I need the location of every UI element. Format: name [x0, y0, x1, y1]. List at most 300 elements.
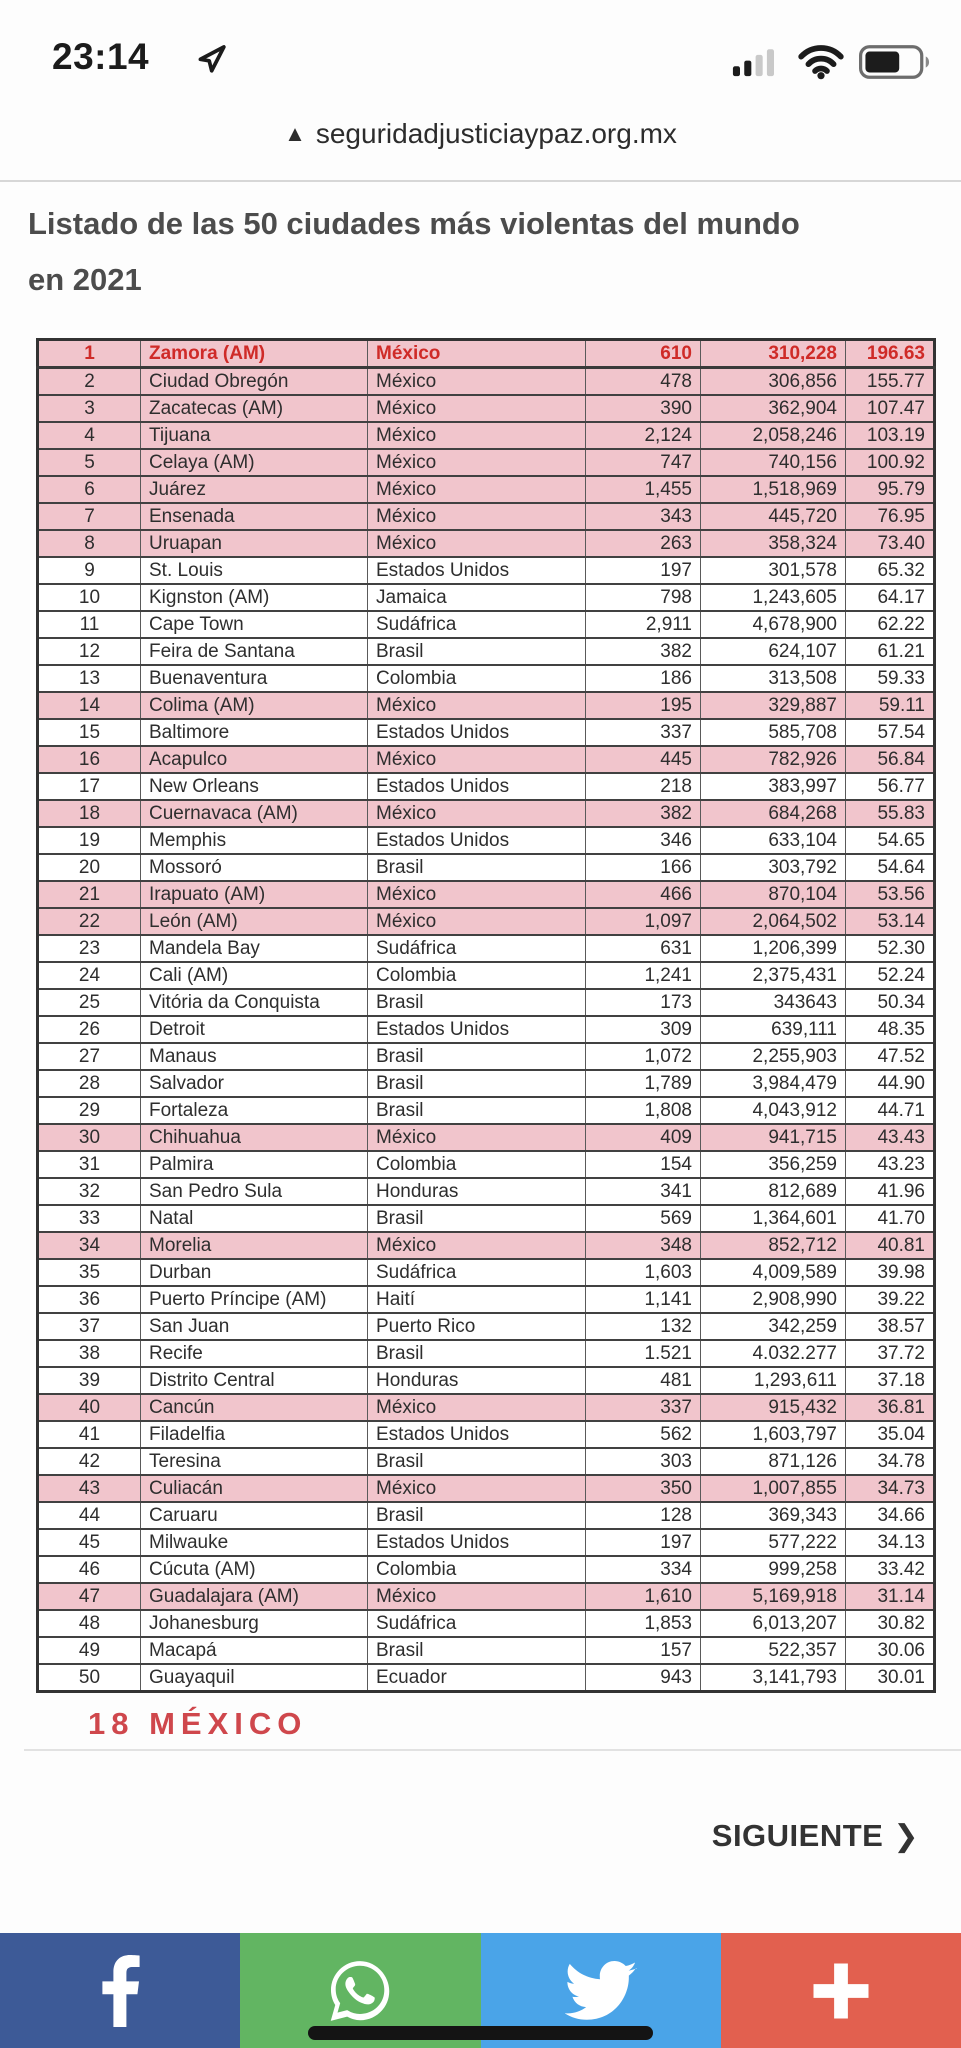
cell-population: 1,364,601: [701, 1205, 846, 1232]
cell-city: Natal: [141, 1205, 368, 1232]
table-row: [38, 1178, 935, 1205]
cell-population: 4,009,589: [701, 1259, 846, 1286]
twitter-icon: [565, 1961, 637, 2021]
cell-population: 362,904: [701, 395, 846, 422]
url-text: seguridadjusticiaypaz.org.mx: [315, 118, 677, 149]
cell-rate: 56.77: [846, 773, 935, 800]
cell-city: Cúcuta (AM): [141, 1556, 368, 1583]
summary-divider: [24, 1749, 961, 1751]
cell-city: Salvador: [141, 1070, 368, 1097]
cell-population: 4,678,900: [701, 611, 846, 638]
cell-rate: 34.78: [846, 1448, 935, 1475]
cell-rate: 65.32: [846, 557, 935, 584]
cell-rank: 43: [38, 1475, 141, 1502]
cell-homicides: 1,853: [586, 1610, 701, 1637]
cell-population: 301,578: [701, 557, 846, 584]
table-row: [38, 1610, 935, 1637]
cell-rank: 12: [38, 638, 141, 665]
cell-population: 313,508: [701, 665, 846, 692]
cell-city: St. Louis: [141, 557, 368, 584]
cell-rank: 42: [38, 1448, 141, 1475]
cell-country: Brasil: [368, 854, 586, 881]
cell-rank: 21: [38, 881, 141, 908]
table-row: [38, 827, 935, 854]
cell-country: Sudáfrica: [368, 1610, 586, 1637]
cell-country: Jamaica: [368, 584, 586, 611]
cell-homicides: 1,455: [586, 476, 701, 503]
cell-rate: 53.56: [846, 881, 935, 908]
cell-city: Irapuato (AM): [141, 881, 368, 908]
cell-city: San Juan: [141, 1313, 368, 1340]
cell-city: Kignston (AM): [141, 584, 368, 611]
cell-country: México: [368, 449, 586, 476]
cell-rank: 50: [38, 1664, 141, 1692]
cell-rank: 23: [38, 935, 141, 962]
cell-country: México: [368, 881, 586, 908]
cell-country: Brasil: [368, 1205, 586, 1232]
cell-rank: 35: [38, 1259, 141, 1286]
location-arrow-icon: [195, 42, 229, 81]
cell-population: 577,222: [701, 1529, 846, 1556]
cell-rank: 4: [38, 422, 141, 449]
cell-homicides: 481: [586, 1367, 701, 1394]
address-bar[interactable]: [0, 118, 961, 150]
cell-country: Sudáfrica: [368, 1259, 586, 1286]
cell-homicides: 341: [586, 1178, 701, 1205]
cell-homicides: 569: [586, 1205, 701, 1232]
cell-rank: 6: [38, 476, 141, 503]
cell-homicides: 263: [586, 530, 701, 557]
table-row: [38, 719, 935, 746]
table-row: [38, 1097, 935, 1124]
cell-homicides: 350: [586, 1475, 701, 1502]
cell-city: Distrito Central: [141, 1367, 368, 1394]
cell-rank: 19: [38, 827, 141, 854]
cell-homicides: 798: [586, 584, 701, 611]
cell-city: Vitória da Conquista: [141, 989, 368, 1016]
cell-population: 1,206,399: [701, 935, 846, 962]
table-row: [38, 1313, 935, 1340]
cell-rank: 37: [38, 1313, 141, 1340]
cell-homicides: 337: [586, 719, 701, 746]
table-row: [38, 638, 935, 665]
cell-country: Brasil: [368, 1070, 586, 1097]
cell-rate: 43.43: [846, 1124, 935, 1151]
table-row: [38, 449, 935, 476]
cell-city: Caruaru: [141, 1502, 368, 1529]
table-row: [38, 503, 935, 530]
cell-city: Juárez: [141, 476, 368, 503]
cell-rank: 49: [38, 1637, 141, 1664]
cell-rate: 35.04: [846, 1421, 935, 1448]
cell-city: Milwauke: [141, 1529, 368, 1556]
cell-country: Colombia: [368, 1556, 586, 1583]
cell-homicides: 409: [586, 1124, 701, 1151]
cell-rank: 15: [38, 719, 141, 746]
table-row: [38, 989, 935, 1016]
cell-city: Buenaventura: [141, 665, 368, 692]
cell-country: Estados Unidos: [368, 719, 586, 746]
mexico-count-label: 18 MÉXICO: [88, 1706, 308, 1741]
cell-homicides: 337: [586, 1394, 701, 1421]
cell-rate: 39.22: [846, 1286, 935, 1313]
cell-homicides: 334: [586, 1556, 701, 1583]
cell-rank: 38: [38, 1340, 141, 1367]
cell-rank: 2: [38, 368, 141, 396]
cell-rank: 32: [38, 1178, 141, 1205]
cell-rate: 44.90: [846, 1070, 935, 1097]
cell-population: 343643: [701, 989, 846, 1016]
cell-population: 356,259: [701, 1151, 846, 1178]
cell-rank: 29: [38, 1097, 141, 1124]
table-row: [38, 584, 935, 611]
cell-rank: 41: [38, 1421, 141, 1448]
cell-homicides: 186: [586, 665, 701, 692]
cell-city: New Orleans: [141, 773, 368, 800]
cell-rate: 34.66: [846, 1502, 935, 1529]
cell-country: México: [368, 800, 586, 827]
table-row: [38, 1259, 935, 1286]
cell-homicides: 943: [586, 1664, 701, 1692]
cell-rate: 44.71: [846, 1097, 935, 1124]
cell-rate: 37.72: [846, 1340, 935, 1367]
cell-rank: 36: [38, 1286, 141, 1313]
table-row: [38, 935, 935, 962]
cell-country: Colombia: [368, 962, 586, 989]
cell-rate: 54.64: [846, 854, 935, 881]
status-bar: [0, 30, 961, 90]
cell-population: 329,887: [701, 692, 846, 719]
cell-rank: 18: [38, 800, 141, 827]
page-title-line1: Listado de las 50 ciudades más violentas del mundo: [28, 206, 800, 241]
cell-population: 1,293,611: [701, 1367, 846, 1394]
table-row: [38, 908, 935, 935]
cell-homicides: 343: [586, 503, 701, 530]
cell-rate: 62.22: [846, 611, 935, 638]
cell-population: 303,792: [701, 854, 846, 881]
cell-country: México: [368, 1583, 586, 1610]
table-row: [38, 773, 935, 800]
cell-population: 342,259: [701, 1313, 846, 1340]
cell-homicides: 1,603: [586, 1259, 701, 1286]
facebook-share-button[interactable]: [0, 1933, 240, 2048]
table-row: [38, 1421, 935, 1448]
cell-rank: 3: [38, 395, 141, 422]
cell-rate: 47.52: [846, 1043, 935, 1070]
cell-homicides: 132: [586, 1313, 701, 1340]
cell-country: Estados Unidos: [368, 827, 586, 854]
cell-homicides: 1,808: [586, 1097, 701, 1124]
cell-rank: 22: [38, 908, 141, 935]
cell-rate: 64.17: [846, 584, 935, 611]
cell-homicides: 346: [586, 827, 701, 854]
cell-country: Brasil: [368, 989, 586, 1016]
cell-rate: 55.83: [846, 800, 935, 827]
cell-city: Macapá: [141, 1637, 368, 1664]
cell-population: 1,243,605: [701, 584, 846, 611]
status-time: 23:14: [52, 36, 150, 77]
cell-city: Ciudad Obregón: [141, 368, 368, 396]
cell-rank: 34: [38, 1232, 141, 1259]
page-title: [28, 196, 938, 308]
cell-rank: 39: [38, 1367, 141, 1394]
cell-country: Puerto Rico: [368, 1313, 586, 1340]
cell-country: México: [368, 908, 586, 935]
cell-population: 4,043,912: [701, 1097, 846, 1124]
table-row: [38, 422, 935, 449]
table-row: [38, 557, 935, 584]
cell-city: Palmira: [141, 1151, 368, 1178]
cell-country: México: [368, 1475, 586, 1502]
cell-population: 1,518,969: [701, 476, 846, 503]
cell-country: Brasil: [368, 638, 586, 665]
table-row: [38, 881, 935, 908]
cell-rank: 33: [38, 1205, 141, 1232]
cell-city: León (AM): [141, 908, 368, 935]
cell-rank: 26: [38, 1016, 141, 1043]
cell-country: México: [368, 422, 586, 449]
cell-rank: 1: [38, 340, 141, 368]
cell-homicides: 562: [586, 1421, 701, 1448]
next-page-link[interactable]: [712, 1818, 919, 1854]
cell-rank: 25: [38, 989, 141, 1016]
cell-city: Puerto Príncipe (AM): [141, 1286, 368, 1313]
table-row: [38, 611, 935, 638]
cell-homicides: 197: [586, 1529, 701, 1556]
cell-rank: 10: [38, 584, 141, 611]
table-row: [38, 1583, 935, 1610]
cell-rate: 59.11: [846, 692, 935, 719]
cell-country: Honduras: [368, 1367, 586, 1394]
cell-homicides: 390: [586, 395, 701, 422]
cell-rate: 57.54: [846, 719, 935, 746]
cell-city: Colima (AM): [141, 692, 368, 719]
cell-rate: 30.82: [846, 1610, 935, 1637]
cell-homicides: 1,141: [586, 1286, 701, 1313]
cell-country: México: [368, 503, 586, 530]
cell-population: 2,058,246: [701, 422, 846, 449]
cell-population: 4.032.277: [701, 1340, 846, 1367]
cell-city: Celaya (AM): [141, 449, 368, 476]
cell-population: 3,984,479: [701, 1070, 846, 1097]
cell-city: Manaus: [141, 1043, 368, 1070]
cell-city: Fortaleza: [141, 1097, 368, 1124]
cell-rate: 52.30: [846, 935, 935, 962]
table-row: [38, 476, 935, 503]
browser-chrome-divider: [0, 180, 961, 182]
cell-city: Feira de Santana: [141, 638, 368, 665]
table-row: [38, 1394, 935, 1421]
cell-rate: 73.40: [846, 530, 935, 557]
cell-country: México: [368, 1394, 586, 1421]
cell-rank: 14: [38, 692, 141, 719]
cell-homicides: 1.521: [586, 1340, 701, 1367]
cell-country: México: [368, 368, 586, 396]
cell-city: Durban: [141, 1259, 368, 1286]
cell-country: Haití: [368, 1286, 586, 1313]
cell-homicides: 1,097: [586, 908, 701, 935]
cell-city: Filadelfia: [141, 1421, 368, 1448]
cell-country: Estados Unidos: [368, 1529, 586, 1556]
cell-rate: 36.81: [846, 1394, 935, 1421]
chevron-right-icon: ❯: [893, 1819, 919, 1853]
cell-country: Brasil: [368, 1097, 586, 1124]
cell-country: Estados Unidos: [368, 1421, 586, 1448]
cellular-signal-icon: [731, 45, 783, 84]
table-row: [38, 1529, 935, 1556]
more-share-button[interactable]: [721, 1933, 961, 2048]
cell-rate: 40.81: [846, 1232, 935, 1259]
cell-population: 782,926: [701, 746, 846, 773]
cell-city: Johanesburg: [141, 1610, 368, 1637]
cell-homicides: 610: [586, 340, 701, 368]
cell-rank: 5: [38, 449, 141, 476]
cell-country: Brasil: [368, 1340, 586, 1367]
cell-country: Sudáfrica: [368, 611, 586, 638]
cell-rank: 28: [38, 1070, 141, 1097]
table-row: [38, 1070, 935, 1097]
table-row: [38, 395, 935, 422]
cell-city: Uruapan: [141, 530, 368, 557]
violent-cities-table: [36, 338, 936, 1693]
cell-city: Cali (AM): [141, 962, 368, 989]
cell-population: 306,856: [701, 368, 846, 396]
table-row: [38, 530, 935, 557]
cell-population: 2,064,502: [701, 908, 846, 935]
table-row: [38, 1043, 935, 1070]
table-row: [38, 962, 935, 989]
cell-rate: 30.06: [846, 1637, 935, 1664]
cell-rank: 45: [38, 1529, 141, 1556]
next-page-label: SIGUIENTE: [711, 1818, 884, 1853]
cell-population: 812,689: [701, 1178, 846, 1205]
table-row: [38, 1637, 935, 1664]
cell-population: 871,126: [701, 1448, 846, 1475]
cell-city: Zacatecas (AM): [141, 395, 368, 422]
cell-country: México: [368, 476, 586, 503]
cell-homicides: 195: [586, 692, 701, 719]
cell-population: 915,432: [701, 1394, 846, 1421]
cell-city: Recife: [141, 1340, 368, 1367]
cell-population: 383,997: [701, 773, 846, 800]
cell-rate: 43.23: [846, 1151, 935, 1178]
cell-city: Baltimore: [141, 719, 368, 746]
table-row: [38, 1124, 935, 1151]
table-row: [38, 1340, 935, 1367]
cell-population: 740,156: [701, 449, 846, 476]
cell-population: 5,169,918: [701, 1583, 846, 1610]
cell-homicides: 478: [586, 368, 701, 396]
ssl-warning-icon: ▲: [284, 121, 306, 146]
cell-population: 445,720: [701, 503, 846, 530]
cell-country: Colombia: [368, 665, 586, 692]
cell-population: 1,603,797: [701, 1421, 846, 1448]
cell-homicides: 218: [586, 773, 701, 800]
table-row: [38, 854, 935, 881]
table-row: [38, 340, 935, 368]
table-row: [38, 665, 935, 692]
cell-rate: 38.57: [846, 1313, 935, 1340]
wifi-icon: [797, 44, 845, 85]
table-row: [38, 1448, 935, 1475]
cell-city: Cuernavaca (AM): [141, 800, 368, 827]
page-title-line2: en 2021: [28, 262, 142, 297]
cell-city: Cape Town: [141, 611, 368, 638]
cell-city: Chihuahua: [141, 1124, 368, 1151]
cell-rate: 48.35: [846, 1016, 935, 1043]
table-row: [38, 1664, 935, 1692]
cell-country: México: [368, 692, 586, 719]
cell-homicides: 1,789: [586, 1070, 701, 1097]
cell-country: Brasil: [368, 1502, 586, 1529]
cell-rate: 107.47: [846, 395, 935, 422]
table-row: [38, 1151, 935, 1178]
cell-city: Mossoró: [141, 854, 368, 881]
cell-rank: 11: [38, 611, 141, 638]
cell-homicides: 382: [586, 800, 701, 827]
cell-country: Brasil: [368, 1448, 586, 1475]
cell-rank: 27: [38, 1043, 141, 1070]
cell-city: Teresina: [141, 1448, 368, 1475]
cell-rank: 24: [38, 962, 141, 989]
cell-rank: 9: [38, 557, 141, 584]
cell-population: 624,107: [701, 638, 846, 665]
table-row: [38, 368, 935, 396]
cell-homicides: 382: [586, 638, 701, 665]
table-row: [38, 1502, 935, 1529]
cell-rate: 33.42: [846, 1556, 935, 1583]
cell-population: 358,324: [701, 530, 846, 557]
cell-city: Ensenada: [141, 503, 368, 530]
cell-rate: 30.01: [846, 1664, 935, 1692]
cell-rank: 47: [38, 1583, 141, 1610]
cell-rate: 59.33: [846, 665, 935, 692]
cell-homicides: 2,911: [586, 611, 701, 638]
battery-icon: [859, 44, 933, 85]
cell-country: Brasil: [368, 1637, 586, 1664]
cell-rank: 46: [38, 1556, 141, 1583]
cell-city: Detroit: [141, 1016, 368, 1043]
cell-rank: 13: [38, 665, 141, 692]
cell-city: Culiacán: [141, 1475, 368, 1502]
cell-population: 852,712: [701, 1232, 846, 1259]
cell-population: 3,141,793: [701, 1664, 846, 1692]
cell-city: Guadalajara (AM): [141, 1583, 368, 1610]
cell-population: 310,228: [701, 340, 846, 368]
cell-rank: 16: [38, 746, 141, 773]
cell-country: Estados Unidos: [368, 773, 586, 800]
cell-population: 369,343: [701, 1502, 846, 1529]
facebook-icon: [100, 1955, 140, 2027]
home-indicator[interactable]: [308, 2026, 653, 2040]
cell-rate: 103.19: [846, 422, 935, 449]
cell-rate: 41.70: [846, 1205, 935, 1232]
cell-country: México: [368, 1232, 586, 1259]
cell-rate: 61.21: [846, 638, 935, 665]
table-row: [38, 1367, 935, 1394]
cell-country: México: [368, 340, 586, 368]
cell-rate: 34.13: [846, 1529, 935, 1556]
table-row: [38, 1286, 935, 1313]
cell-rate: 52.24: [846, 962, 935, 989]
cell-homicides: 309: [586, 1016, 701, 1043]
cell-rate: 37.18: [846, 1367, 935, 1394]
cell-city: Tijuana: [141, 422, 368, 449]
cell-rate: 54.65: [846, 827, 935, 854]
cell-rate: 196.63: [846, 340, 935, 368]
cell-population: 1,007,855: [701, 1475, 846, 1502]
cell-rank: 7: [38, 503, 141, 530]
